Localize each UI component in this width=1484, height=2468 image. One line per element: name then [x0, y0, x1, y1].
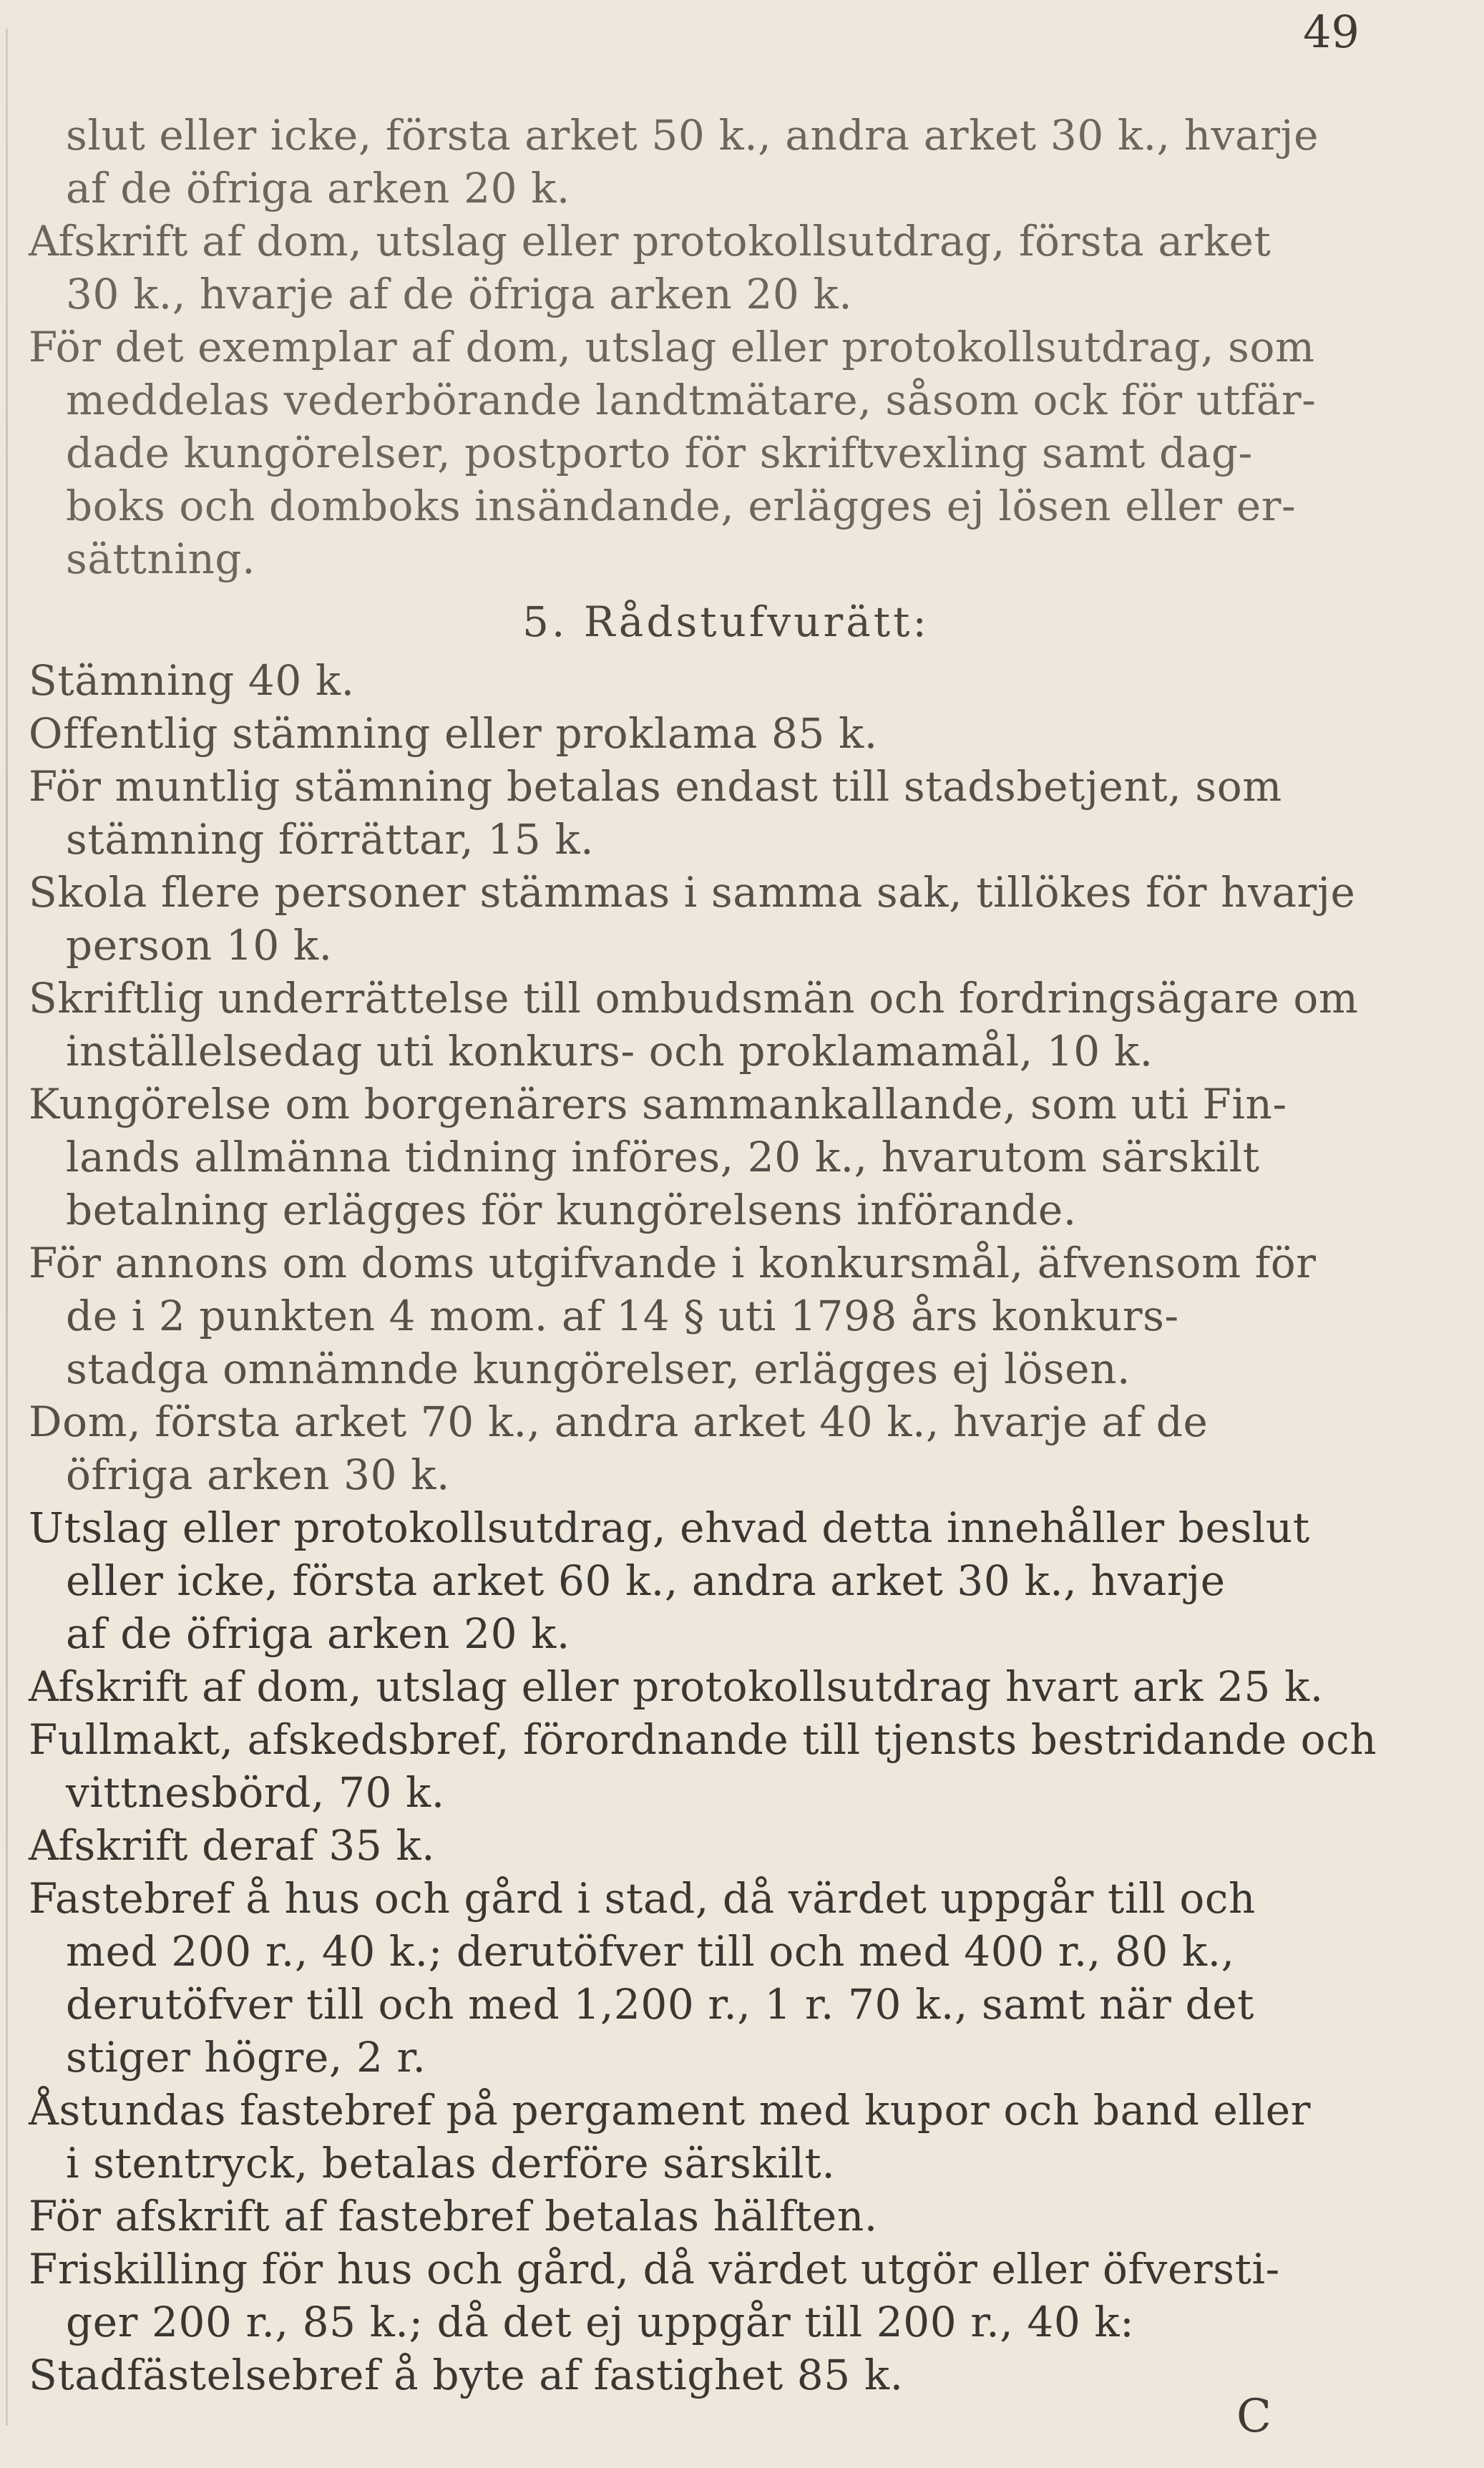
- text-line: meddelas vederbörande landtmätare, såsom ock för utfär-: [66, 376, 1317, 424]
- text-line: För afskrift af fastebref betalas hälften.: [29, 2192, 878, 2240]
- text-line: person 10 k.: [66, 921, 333, 970]
- text-line: af de öfriga arken 20 k.: [66, 1609, 570, 1658]
- text-line: vittnesbörd, 70 k.: [66, 1768, 445, 1817]
- text-line: Fastebref å hus och gård i stad, då värdet uppgår till och: [29, 1874, 1256, 1923]
- text-line: Afskrift af dom, utslag eller protokollsutdrag hvart ark 25 k.: [29, 1662, 1324, 1711]
- text-line: För annons om doms utgifvande i konkursmål, äfvensom för: [29, 1239, 1317, 1287]
- text-line: Afskrift af dom, utslag eller protokollsutdrag, första arket: [29, 217, 1271, 265]
- text-line: stiger högre, 2 r.: [66, 2033, 426, 2082]
- text-line: Afskrift deraf 35 k.: [29, 1821, 436, 1870]
- text-line: Friskilling för hus och gård, då värdet utgör eller öfversti-: [29, 2245, 1280, 2293]
- text-line: stämning förrättar, 15 k.: [66, 815, 595, 864]
- text-line: de i 2 punkten 4 mom. af 14 § uti 1798 års konkurs-: [66, 1292, 1179, 1340]
- text-line: lands allmänna tidning införes, 20 k., hvarutom särskilt: [66, 1133, 1260, 1181]
- text-line: För det exemplar af dom, utslag eller protokollsutdrag, som: [29, 323, 1315, 371]
- signature-mark: C: [1236, 2390, 1271, 2443]
- text-line: Stadfästelsebref å byte af fastighet 85 k.: [29, 2351, 904, 2399]
- text-line: slut eller icke, första arket 50 k., andra arket 30 k., hvarje: [66, 111, 1319, 160]
- text-line: boks och domboks insändande, erlägges ej lösen eller er-: [66, 482, 1297, 530]
- text-line: derutöfver till och med 1,200 r., 1 r. 70 k., samt när det: [66, 1980, 1255, 2029]
- page-margin-rule: [6, 29, 8, 2426]
- text-line: öfriga arken 30 k.: [66, 1450, 450, 1499]
- text-line: stadga omnämnde kungörelser, erlägges ej lösen.: [66, 1345, 1131, 1393]
- text-line: Stämning 40 k.: [29, 656, 355, 705]
- text-line: inställelsedag uti konkurs- och proklamamål, 10 k.: [66, 1027, 1153, 1076]
- text-line: Utslag eller protokollsutdrag, ehvad detta innehåller beslut: [29, 1503, 1310, 1552]
- section-heading: 5. Rådstufvurätt:: [522, 598, 929, 646]
- text-line: 30 k., hvarje af de öfriga arken 20 k.: [66, 270, 853, 318]
- text-line: sättning.: [66, 535, 256, 583]
- text-line: Fullmakt, afskedsbref, förordnande till tjensts bestridande och: [29, 1715, 1377, 1764]
- page-number: 49: [1303, 6, 1359, 58]
- text-line: betalning erlägges för kungörelsens införande.: [66, 1186, 1077, 1234]
- text-line: För muntlig stämning betalas endast till stadsbetjent, som: [29, 762, 1282, 811]
- text-line: i stentryck, betalas derföre särskilt.: [66, 2139, 836, 2187]
- text-line: Dom, första arket 70 k., andra arket 40 k., hvarje af de: [29, 1398, 1209, 1446]
- text-line: eller icke, första arket 60 k., andra arket 30 k., hvarje: [66, 1556, 1226, 1605]
- text-line: Skola flere personer stämmas i samma sak, tillökes för hvarje: [29, 868, 1356, 917]
- text-line: Kungörelse om borgenärers sammankallande, som uti Fin-: [29, 1080, 1287, 1128]
- text-line: ger 200 r., 85 k.; då det ej uppgår till 200 r., 40 k:: [66, 2298, 1135, 2346]
- text-line: Offentlig stämning eller proklama 85 k.: [29, 709, 878, 758]
- text-line: Skriftlig underrättelse till ombudsmän och fordringsägare om: [29, 974, 1359, 1023]
- text-line: af de öfriga arken 20 k.: [66, 164, 570, 213]
- text-line: med 200 r., 40 k.; derutöfver till och med 400 r., 80 k.,: [66, 1927, 1235, 1976]
- text-line: dade kungörelser, postporto för skriftvexling samt dag-: [66, 429, 1253, 477]
- text-line: Åstundas fastebref på pergament med kupor och band eller: [29, 2086, 1312, 2135]
